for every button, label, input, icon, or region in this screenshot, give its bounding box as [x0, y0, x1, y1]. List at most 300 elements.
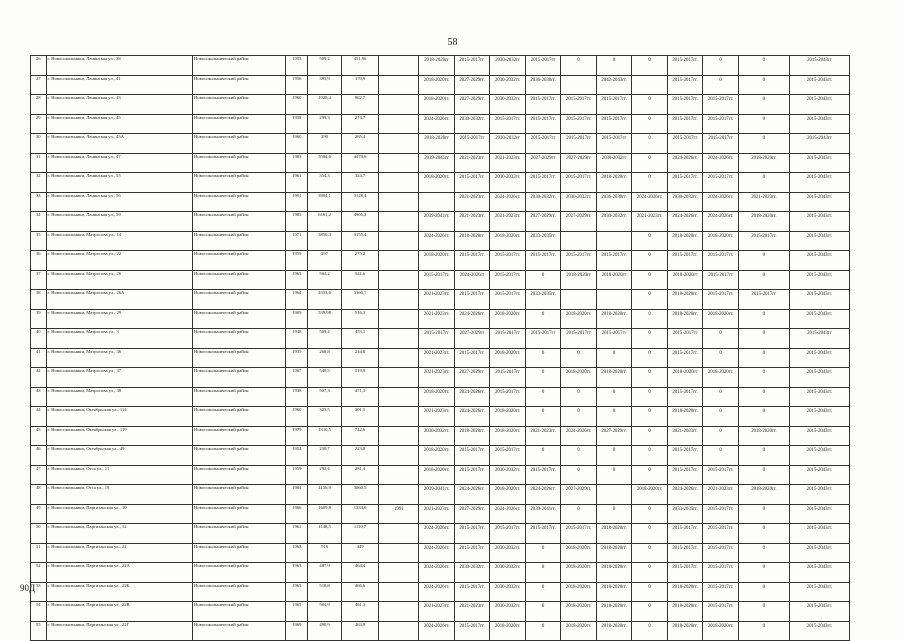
- schedule-cell: 2036-2038гг.: [525, 75, 561, 95]
- district-cell: Новосокольнический район: [193, 192, 286, 212]
- schedule-cell: 2018-2020гг.: [490, 621, 526, 641]
- living-area-cell: 3360,7: [341, 290, 379, 310]
- row-number-cell: 27: [31, 75, 47, 95]
- living-area-cell: 4905,2: [341, 212, 379, 232]
- total-area-cell: 1028,4: [308, 95, 341, 115]
- schedule-cell: 0: [738, 504, 789, 524]
- table-row: [31, 56, 850, 76]
- schedule-cell: 2015-2043гг.: [789, 407, 849, 427]
- living-area-cell: 449: [341, 543, 379, 563]
- living-area-cell: 453,1: [341, 329, 379, 349]
- schedule-cell: 2027-2029гг: [525, 153, 561, 173]
- year-built-cell: 1960: [286, 95, 308, 115]
- year-built-cell: 1959: [286, 465, 308, 485]
- schedule-cell: 2018-2020гг.: [667, 602, 703, 622]
- living-area-cell: 519,9: [341, 368, 379, 388]
- schedule-cell: 2030-2032гг.: [667, 192, 703, 212]
- schedule-cell: 2018-2020гг.: [561, 602, 597, 622]
- schedule-cell: 0: [703, 75, 739, 95]
- year-built-cell: 1963: [286, 582, 308, 602]
- schedule-cell: 2015-2017гг.: [703, 173, 739, 193]
- living-area-cell: 466,6: [341, 582, 379, 602]
- schedule-cell: 0: [632, 56, 668, 76]
- living-area-cell: 1334,6: [341, 504, 379, 524]
- schedule-cell: 2024-2026гг.: [667, 153, 703, 173]
- year-built-cell: 1956: [286, 75, 308, 95]
- schedule-cell: 2021-2023гг.: [703, 485, 739, 505]
- schedule-cell: 2018-2020гг.: [703, 309, 739, 329]
- schedule-cell: 2030-2032гг.: [490, 75, 526, 95]
- table-row: [31, 309, 850, 329]
- schedule-cell: 2024-2026гг.: [419, 114, 455, 134]
- address-cell: г. Новосокольники, Ленинская ул., 55: [46, 173, 192, 193]
- address-cell: г. Новосокольники, Партизанская ул., 22Г: [46, 621, 192, 641]
- district-cell: Новосокольнический район: [193, 95, 286, 115]
- schedule-cell: 0: [738, 524, 789, 544]
- living-area-cell: 281,4: [341, 465, 379, 485]
- schedule-cell: 2015-2017гг: [525, 134, 561, 154]
- schedule-cell: 2015-2043гг: [789, 56, 849, 76]
- schedule-cell: 2015-2043гг.: [789, 465, 849, 485]
- schedule-cell: 2018-2020гг.: [419, 95, 455, 115]
- schedule-cell: 2018-2020гг.: [419, 465, 455, 485]
- address-cell: г. Новосокольники, Матросова ул., 37: [46, 368, 192, 388]
- table-row: [31, 368, 850, 388]
- living-area-cell: 541,6: [341, 270, 379, 290]
- schedule-cell: [379, 75, 419, 95]
- schedule-cell: 2021-2023гг.: [419, 407, 455, 427]
- schedule-cell: [596, 290, 632, 310]
- table-row: [31, 543, 850, 563]
- table-row: [31, 270, 850, 290]
- schedule-cell: 2024-2026гг.: [419, 543, 455, 563]
- schedule-cell: 2021-2023гг.: [419, 368, 455, 388]
- schedule-cell: 0: [596, 465, 632, 485]
- schedule-cell: 2024-2026гг.: [667, 485, 703, 505]
- schedule-cell: 0: [632, 348, 668, 368]
- schedule-cell: 0: [738, 543, 789, 563]
- schedule-cell: 2021-2023гг.: [419, 348, 455, 368]
- total-area-cell: 6161,2: [308, 212, 341, 232]
- total-area-cell: 230,7: [308, 446, 341, 466]
- schedule-cell: 2030-2032гг.: [525, 192, 561, 212]
- schedule-cell: 0: [561, 348, 597, 368]
- schedule-cell: 2015-2017гг.: [454, 290, 490, 310]
- schedule-cell: 2030-2032гг.: [490, 465, 526, 485]
- district-cell: Новосокольнический район: [193, 212, 286, 232]
- schedule-cell: 2015-2017гг.: [667, 348, 703, 368]
- schedule-cell: 0: [525, 543, 561, 563]
- total-area-cell: 518,8: [308, 582, 341, 602]
- schedule-cell: 2015-2017гг.: [703, 602, 739, 622]
- table-body: [31, 56, 850, 641]
- schedule-cell: 2021-2023гг.: [738, 192, 789, 212]
- schedule-cell: 2015-2043гг.: [789, 212, 849, 232]
- schedule-cell: 0: [738, 387, 789, 407]
- schedule-cell: 2018-2020гг.: [667, 231, 703, 251]
- schedule-cell: [379, 231, 419, 251]
- schedule-cell: 2018-2020гг.: [561, 309, 597, 329]
- row-number-cell: 50: [31, 524, 47, 544]
- schedule-cell: 2015-2017гг.: [667, 387, 703, 407]
- schedule-cell: [596, 485, 632, 505]
- schedule-cell: 2018-2020гг.: [490, 348, 526, 368]
- schedule-cell: [379, 329, 419, 349]
- district-cell: Новосокольнический район: [193, 153, 286, 173]
- schedule-cell: 2015-2043гг.: [789, 582, 849, 602]
- schedule-cell: 0: [632, 387, 668, 407]
- schedule-cell: 2015-2017гг.: [561, 173, 597, 193]
- schedule-cell: 2015-2017гг.: [454, 524, 490, 544]
- schedule-cell: 2018-2020гг.: [703, 231, 739, 251]
- schedule-cell: 0: [525, 621, 561, 641]
- schedule-cell: 2015-2017гг.: [667, 465, 703, 485]
- row-number-cell: 49: [31, 504, 47, 524]
- address-cell: г. Новосокольники, Октябрьская ул., 49: [46, 446, 192, 466]
- district-cell: Новосокольнический район: [193, 426, 286, 446]
- schedule-cell: 2018-2020гг.: [596, 563, 632, 583]
- schedule-cell: 2030-2032гг: [596, 153, 632, 173]
- schedule-cell: 2015-2043гг.: [789, 504, 849, 524]
- living-area-cell: 370,9: [341, 75, 379, 95]
- schedule-cell: 0: [632, 309, 668, 329]
- schedule-cell: 0: [561, 387, 597, 407]
- living-area-cell: 4470,6: [341, 153, 379, 173]
- schedule-cell: 2015-2017гг.: [454, 173, 490, 193]
- schedule-cell: 2024-2026гг.: [419, 524, 455, 544]
- schedule-cell: 2015-2017гг.: [667, 524, 703, 544]
- schedule-cell: 2018-2020гг: [419, 56, 455, 76]
- schedule-cell: 2015-2043гг.: [789, 563, 849, 583]
- schedule-cell: 0: [525, 309, 561, 329]
- address-cell: г. Новосокольники, Ленинская ул., 43: [46, 95, 192, 115]
- schedule-cell: 2015-2017гг.: [561, 95, 597, 115]
- schedule-cell: 0: [703, 56, 739, 76]
- schedule-cell: 2018-2020гг.: [667, 582, 703, 602]
- schedule-cell: 0: [632, 153, 668, 173]
- schedule-cell: [379, 563, 419, 583]
- schedule-cell: 0: [738, 348, 789, 368]
- schedule-cell: 2015-2017гг.: [490, 446, 526, 466]
- table-row: [31, 212, 850, 232]
- schedule-cell: 2018-2020гг.: [667, 407, 703, 427]
- schedule-cell: 0: [561, 465, 597, 485]
- schedule-cell: 2015-2043гг.: [789, 95, 849, 115]
- schedule-cell: 2027-2029гг.: [454, 75, 490, 95]
- schedule-cell: 2015-2043гг.: [789, 270, 849, 290]
- schedule-cell: 2015-2017гг: [525, 329, 561, 349]
- schedule-cell: 2018-2020гг.: [490, 407, 526, 427]
- total-area-cell: 297: [308, 251, 341, 271]
- schedule-cell: 2015-2017гг.: [454, 348, 490, 368]
- schedule-cell: 2030-2032гг.: [490, 95, 526, 115]
- footer-label: 90Д: [20, 583, 36, 593]
- year-built-cell: 1959: [286, 251, 308, 271]
- schedule-cell: 2015-2017гг.: [703, 95, 739, 115]
- schedule-cell: [379, 407, 419, 427]
- schedule-cell: 2015-2017гг.: [667, 563, 703, 583]
- schedule-cell: 2018-2020гг: [419, 134, 455, 154]
- schedule-cell: 2036-2038гг.: [596, 192, 632, 212]
- schedule-cell: [379, 95, 419, 115]
- schedule-cell: 2015-2017гг.: [525, 114, 561, 134]
- schedule-cell: 0: [632, 251, 668, 271]
- schedule-cell: 2018-2020гг.: [596, 621, 632, 641]
- schedule-cell: 2015-2017гг: [596, 329, 632, 349]
- address-cell: г. Новосокольники, Матросова ул., 38: [46, 387, 192, 407]
- schedule-cell: 2018-2020гг.: [667, 621, 703, 641]
- schedule-cell: 0: [596, 56, 632, 76]
- schedule-cell: 2018-2020гг.: [561, 368, 597, 388]
- row-number-cell: 31: [31, 153, 47, 173]
- year-built-cell: 1984: [286, 485, 308, 505]
- address-cell: г. Новосокольники, Отса ул., 19: [46, 485, 192, 505]
- schedule-cell: 2018-2020гг: [596, 270, 632, 290]
- schedule-cell: 2015-2017гг.: [490, 251, 526, 271]
- schedule-cell: 2030-2032гг.: [419, 426, 455, 446]
- address-cell: г. Новосокольники, Ленинская ул., 45А: [46, 134, 192, 154]
- schedule-cell: 2030-2032гг.: [561, 192, 597, 212]
- schedule-cell: [379, 251, 419, 271]
- year-built-cell: 1960: [286, 134, 308, 154]
- schedule-cell: 2024-2026гг.: [454, 407, 490, 427]
- living-area-cell: 962,7: [341, 95, 379, 115]
- schedule-cell: 2021-2023гг.: [632, 212, 668, 232]
- schedule-cell: 2018-2020гг.: [738, 426, 789, 446]
- schedule-cell: 2015-2017гг.: [703, 465, 739, 485]
- table-row: [31, 563, 850, 583]
- year-built-cell: 1953: [286, 56, 308, 76]
- living-area-cell: 324,7: [341, 173, 379, 193]
- schedule-cell: 0: [632, 426, 668, 446]
- schedule-cell: 0: [525, 270, 561, 290]
- schedule-cell: 2015-2043гг.: [789, 153, 849, 173]
- row-number-cell: 53: [31, 582, 47, 602]
- schedule-cell: 2015-2017гг.: [667, 446, 703, 466]
- schedule-cell: 2015-2017гг: [419, 329, 455, 349]
- schedule-cell: [379, 56, 419, 76]
- district-cell: Новосокольнический район: [193, 524, 286, 544]
- schedule-cell: 2015-2017гг: [490, 329, 526, 349]
- total-area-cell: 5584,6: [308, 153, 341, 173]
- schedule-cell: 0: [632, 231, 668, 251]
- row-number-cell: 43: [31, 387, 47, 407]
- schedule-cell: [379, 270, 419, 290]
- schedule-cell: [419, 192, 455, 212]
- row-number-cell: 36: [31, 251, 47, 271]
- schedule-cell: 0: [738, 114, 789, 134]
- schedule-cell: [379, 387, 419, 407]
- schedule-cell: 2015-2017гг.: [667, 251, 703, 271]
- schedule-cell: 2024-2026гг.: [490, 504, 526, 524]
- schedule-cell: 2018-2020гг.: [419, 173, 455, 193]
- living-area-cell: 274,7: [341, 114, 379, 134]
- address-cell: г. Новосокольники, Отса ул., 11: [46, 465, 192, 485]
- schedule-cell: 2015-2017гг.: [454, 582, 490, 602]
- schedule-cell: 2018-2020гг: [561, 270, 597, 290]
- table-row: [31, 173, 850, 193]
- total-area-cell: 487,9: [308, 563, 341, 583]
- total-area-cell: 1310,5: [308, 426, 341, 446]
- total-area-cell: 299,3: [308, 114, 341, 134]
- schedule-cell: [561, 231, 597, 251]
- total-area-cell: 290: [308, 134, 341, 154]
- schedule-cell: 0: [738, 95, 789, 115]
- schedule-cell: 2024-2026гг.: [490, 192, 526, 212]
- schedule-cell: 2018-2020гг.: [596, 524, 632, 544]
- schedule-cell: 0: [561, 504, 597, 524]
- schedule-cell: 2015-2017гг.: [703, 543, 739, 563]
- schedule-cell: 2015-2017гг.: [490, 290, 526, 310]
- row-number-cell: 30: [31, 134, 47, 154]
- schedule-cell: 2015-2017гг: [738, 290, 789, 310]
- schedule-cell: 2027-2029гг: [561, 153, 597, 173]
- schedule-cell: 2018-2020гг.: [667, 290, 703, 310]
- year-built-cell: 1961: [286, 524, 308, 544]
- schedule-cell: [379, 621, 419, 641]
- schedule-cell: [379, 173, 419, 193]
- address-cell: г. Новосокольники, Матросова ул., 26А: [46, 290, 192, 310]
- schedule-cell: [596, 231, 632, 251]
- schedule-cell: 2024-2026гг: [454, 270, 490, 290]
- schedule-cell: 2021-2023гг.: [490, 153, 526, 173]
- year-built-cell: 1909: [286, 309, 308, 329]
- row-number-cell: 35: [31, 231, 47, 251]
- district-cell: Новосокольнический район: [193, 309, 286, 329]
- page-number: 58: [447, 37, 458, 48]
- schedule-cell: 2015-2017гг: [561, 329, 597, 349]
- schedule-cell: 1991: [379, 504, 419, 524]
- address-cell: г. Новосокольники, Ленинская ул., 45: [46, 114, 192, 134]
- schedule-cell: 2021-2023гг.: [454, 602, 490, 622]
- table-row: [31, 75, 850, 95]
- schedule-cell: 2021-2023гг.: [525, 426, 561, 446]
- schedule-cell: 2015-2043гг.: [789, 485, 849, 505]
- total-area-cell: 3850,3: [308, 231, 341, 251]
- living-area-cell: 3155,4: [341, 231, 379, 251]
- schedule-cell: 2015-2017гг: [525, 56, 561, 76]
- schedule-cell: 0: [738, 251, 789, 271]
- total-area-cell: 516: [308, 543, 341, 563]
- district-cell: Новосокольнический район: [193, 114, 286, 134]
- schedule-cell: 2021-2023гг.: [454, 212, 490, 232]
- schedule-cell: 2018-2020гг.: [703, 621, 739, 641]
- schedule-cell: [379, 465, 419, 485]
- schedule-cell: 0: [738, 563, 789, 583]
- schedule-cell: [379, 524, 419, 544]
- schedule-cell: 2024-2026гг.: [454, 309, 490, 329]
- schedule-cell: 0: [596, 387, 632, 407]
- schedule-cell: 2018-2020гг.: [596, 173, 632, 193]
- living-area-cell: 451,96: [341, 56, 379, 76]
- schedule-cell: 0: [561, 407, 597, 427]
- schedule-cell: 2018-2020гг.: [490, 485, 526, 505]
- schedule-cell: 2027-2029гг.: [454, 95, 490, 115]
- schedule-cell: [561, 290, 597, 310]
- schedule-cell: 0: [632, 465, 668, 485]
- schedule-cell: 2015-2043гг.: [789, 75, 849, 95]
- address-cell: г. Новосокольники, Партизанская ул., 22Б: [46, 582, 192, 602]
- address-cell: г. Новосокольники, Матросова ул., 29: [46, 309, 192, 329]
- schedule-cell: 2015-2017гг: [667, 134, 703, 154]
- living-area-cell: 742,6: [341, 426, 379, 446]
- schedule-cell: 2015-2017гг.: [667, 95, 703, 115]
- schedule-cell: [379, 368, 419, 388]
- living-area-cell: 265,4: [341, 134, 379, 154]
- total-area-cell: 564,2: [308, 270, 341, 290]
- schedule-cell: 2030-2032гг: [490, 56, 526, 76]
- schedule-cell: 2030-2032гг.: [490, 582, 526, 602]
- schedule-cell: 2015-2017гг.: [703, 290, 739, 310]
- living-area-cell: 275,2: [341, 251, 379, 271]
- schedule-cell: 0: [525, 602, 561, 622]
- schedule-cell: 0: [525, 368, 561, 388]
- schedule-cell: 0: [738, 407, 789, 427]
- schedule-cell: 2015-2017гг.: [454, 621, 490, 641]
- schedule-cell: 2015-2017гг.: [667, 75, 703, 95]
- schedule-cell: 2015-2043гг.: [789, 309, 849, 329]
- schedule-cell: 2024-2026гг.: [419, 621, 455, 641]
- schedule-cell: 2018-2020гг.: [596, 602, 632, 622]
- district-cell: Новосокольнический район: [193, 56, 286, 76]
- schedule-cell: [379, 348, 419, 368]
- schedule-cell: 2015-2017гг: [703, 270, 739, 290]
- row-number-cell: 48: [31, 485, 47, 505]
- schedule-cell: 2018-2020гг: [667, 270, 703, 290]
- schedule-cell: 0: [738, 75, 789, 95]
- living-area-cell: 244,8: [341, 348, 379, 368]
- schedule-cell: 2015-2017гг.: [454, 251, 490, 271]
- schedule-cell: 2018-2020гг: [667, 368, 703, 388]
- schedule-cell: 2015-2043гг.: [789, 251, 849, 271]
- schedule-cell: 2018-2020гг.: [490, 426, 526, 446]
- schedule-cell: 2024-2026гг.: [419, 582, 455, 602]
- schedule-cell: 2015-2017гг.: [454, 446, 490, 466]
- schedule-cell: 0: [738, 602, 789, 622]
- row-number-cell: 39: [31, 309, 47, 329]
- schedule-cell: 2015-2017гг.: [667, 114, 703, 134]
- schedule-cell: [379, 485, 419, 505]
- district-cell: Новосокольнический район: [193, 75, 286, 95]
- schedule-cell: 2015-2017гг.: [561, 114, 597, 134]
- year-built-cell: 1938: [286, 387, 308, 407]
- schedule-cell: 2024-2026гг.: [632, 192, 668, 212]
- district-cell: Новосокольнический район: [193, 173, 286, 193]
- table-row: [31, 251, 850, 271]
- year-built-cell: 1954: [286, 446, 308, 466]
- total-area-cell: 539,98: [308, 309, 341, 329]
- year-built-cell: 1935: [286, 348, 308, 368]
- schedule-cell: 2015-2017гг.: [454, 543, 490, 563]
- schedule-cell: 2015-2043гг.: [789, 426, 849, 446]
- schedule-cell: 0: [632, 602, 668, 622]
- schedule-cell: 2018-2020гг.: [667, 309, 703, 329]
- table-row: [31, 407, 850, 427]
- row-number-cell: 26: [31, 56, 47, 76]
- schedule-cell: 2015-2043гг.: [789, 114, 849, 134]
- schedule-cell: 2030-2032гг.: [454, 114, 490, 134]
- row-number-cell: 34: [31, 212, 47, 232]
- schedule-cell: 2021-2023гг.: [454, 153, 490, 173]
- schedule-cell: 2015-2017гг.: [738, 231, 789, 251]
- schedule-cell: 0: [632, 524, 668, 544]
- schedule-cell: 2018-2020гг.: [596, 309, 632, 329]
- schedule-cell: 2024-2026гг.: [454, 485, 490, 505]
- schedule-cell: 0: [632, 114, 668, 134]
- district-cell: Новосокольнический район: [193, 270, 286, 290]
- schedule-cell: [379, 192, 419, 212]
- table-row: [31, 329, 850, 349]
